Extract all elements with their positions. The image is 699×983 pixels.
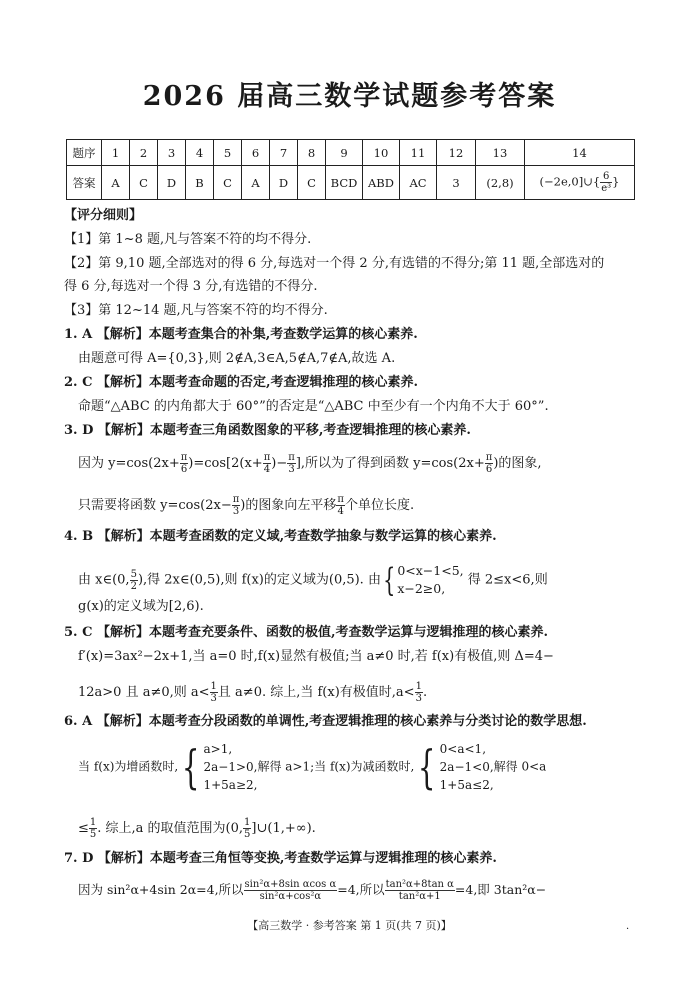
q6-head: 6. A 【解析】本题考查分段函数的单调性,考查逻辑推理的核心素养与分类讨论的数学思想. bbox=[64, 714, 587, 729]
number-cell: 10 bbox=[363, 140, 400, 166]
q6-body-2: ≤ $\frac{1}{5}$ . 综上,a 的取值范围为(0, $\frac{1}{5}$ ]∪(1,+∞). bbox=[78, 817, 316, 840]
table-row-numbers bbox=[67, 140, 635, 166]
page-title: 2026 届高三数学试题参考答案 bbox=[142, 81, 557, 112]
header-cell: 答案 bbox=[67, 166, 102, 200]
answer-cell: D bbox=[270, 166, 298, 200]
fraction: $\frac{\pi}{6}$ bbox=[180, 452, 188, 475]
answer-cell: A bbox=[242, 166, 270, 200]
q4-body-2: g(x)的定义域为[2,6). bbox=[78, 599, 204, 614]
q3-body-2: 只需要将函数 y=cos(2x− $\frac{\pi}{3}$ )的图象向左平移 $\frac{\pi}{4}$ 个单位长度. bbox=[78, 494, 415, 517]
rule-1: 【1】第 1~8 题,凡与答案不符的均不得分. bbox=[64, 232, 312, 247]
number-cell: 12 bbox=[437, 140, 476, 166]
fraction: $\frac{5}{2}$ bbox=[130, 568, 137, 592]
q2-body: 命题“△ABC 的内角都大于 60°”的否定是“△ABC 中至少有一个内角不大于 60°”. bbox=[78, 399, 549, 414]
answer-cell: C bbox=[298, 166, 326, 200]
q1-head: 1. A 【解析】本题考查集合的补集,考查数学运算的核心素养. bbox=[64, 327, 418, 342]
q5-head: 5. C 【解析】本题考查充要条件、函数的极值,考查数学运算与逻辑推理的核心素养. bbox=[64, 625, 549, 640]
fraction: $\frac{1}{3}$ bbox=[415, 681, 422, 704]
q4-body-1: 由 x∈(0, $\frac{5}{2}$ ),得 2x∈(0,5),则 f(x)的定义域为(0,5). 由{ 0<x−1<5, x−2≥0, 得 2≤x<6,则 bbox=[78, 561, 548, 599]
answer-cell: 3 bbox=[437, 166, 476, 200]
q6-body-1: 当 f(x)为增函数时,{ a>1, 2a−1>0, 1+5a≥2, 解得 a>1;当 f(x)为减函数时,{ 0<a<1, 2a−1<0, 1+5a≤2, 解得 0<a bbox=[78, 740, 547, 794]
number-cell: 7 bbox=[270, 140, 298, 166]
footer-mark: · bbox=[626, 924, 630, 935]
fraction: $\frac{\pi}{3}$ bbox=[288, 452, 295, 475]
fraction: $\frac{1}{3}$ bbox=[210, 681, 217, 704]
fraction: $\frac{6}{\text{e³}}$ bbox=[601, 171, 612, 194]
number-cell: 5 bbox=[214, 140, 242, 166]
scoring-header: 【评分细则】 bbox=[64, 208, 143, 223]
fraction: $\frac{1}{5}$ bbox=[244, 817, 251, 840]
answer-cell: (2,8) bbox=[476, 166, 525, 200]
number-cell: 8 bbox=[298, 140, 326, 166]
number-cell: 4 bbox=[186, 140, 214, 166]
number-cell: 13 bbox=[476, 140, 525, 166]
q3-head: 3. D 【解析】本题考查三角函数图象的平移,考查逻辑推理的核心素养. bbox=[64, 423, 471, 438]
fraction: $\frac{\pi}{4}$ bbox=[263, 452, 271, 475]
number-cell: 14 bbox=[525, 140, 635, 166]
answer-cell: BCD bbox=[326, 166, 363, 200]
q7-head: 7. D 【解析】本题考查三角恒等变换,考查数学运算与逻辑推理的核心素养. bbox=[64, 851, 497, 866]
rule-3: 【3】第 12~14 题,凡与答案不符的均不得分. bbox=[64, 303, 328, 318]
table-row-answers bbox=[67, 166, 635, 200]
number-cell: 11 bbox=[400, 140, 437, 166]
q3-body-1: 因为 y=cos(2x+ $\frac{\pi}{6}$ )=cos[2(x+ $\frac{\pi}{4}$ )− $\frac{\pi}{3}$ ],所以为了得到函数 y=cos(2x+ $\frac{\pi}{6}$ )的图象, bbox=[78, 452, 542, 475]
fraction: $\frac{\text{sin²α+8sin αcos α}}{\text{sin²α+cos²α}}$ bbox=[244, 879, 337, 902]
fraction: $\frac{\pi}{6}$ bbox=[485, 452, 493, 475]
rule-2b: 得 6 分,每选对一个得 3 分,有选错的不得分. bbox=[64, 279, 318, 294]
q2-head: 2. C 【解析】本题考查命题的否定,考查逻辑推理的核心素养. bbox=[64, 375, 419, 390]
answer-cell: B bbox=[186, 166, 214, 200]
q5-body-1: f′(x)=3ax²−2x+1,当 a=0 时,f(x)显然有极值;当 a≠0 时,若 f(x)有极值,则 Δ=4− bbox=[78, 649, 554, 664]
number-cell: 6 bbox=[242, 140, 270, 166]
number-cell: 3 bbox=[158, 140, 186, 166]
fraction: $\frac{\text{tan²α+8tan α}}{\text{tan²α+1}}$ bbox=[385, 879, 454, 902]
page-footer: 【高三数学 · 参考答案 第 1 页(共 7 页)】 bbox=[247, 919, 452, 932]
answer-cell: A bbox=[102, 166, 130, 200]
number-cell: 9 bbox=[326, 140, 363, 166]
answer-table bbox=[66, 139, 635, 200]
answer-cell: C bbox=[130, 166, 158, 200]
q5-body-2: 12a>0 且 a≠0,则 a< $\frac{1}{3}$ 且 a≠0. 综上,当 f(x)有极值时,a< $\frac{1}{3}$ . bbox=[78, 681, 428, 704]
q4-head: 4. B 【解析】本题考查函数的定义域,考查数学抽象与数学运算的核心素养. bbox=[64, 529, 497, 544]
header-cell: 题序 bbox=[67, 140, 102, 166]
number-cell: 1 bbox=[102, 140, 130, 166]
rule-2a: 【2】第 9,10 题,全部选对的得 6 分,每选对一个得 2 分,有选错的不得分;第 11 题,全部选对的 bbox=[64, 256, 605, 271]
inequality-system: 0<x−1<5, x−2≥0, bbox=[397, 563, 464, 596]
q7-body: 因为 sin²α+4sin 2α=4,所以 $\frac{\text{sin²α+8sin αcos α}}{\text{sin²α+cos²α}}$ =4,所以 $\frac{\text{tan²α+8tan α}}{\text{tan²α+1}}$ =4,即 3tan²α− bbox=[78, 879, 547, 902]
number-cell: 2 bbox=[130, 140, 158, 166]
answer-cell: ABD bbox=[363, 166, 400, 200]
answer-cell: D bbox=[158, 166, 186, 200]
fraction: $\frac{1}{5}$ bbox=[89, 817, 97, 840]
answer-cell-14: (−2e,0]∪{ $\frac{6}{\text{e³}}$ } bbox=[525, 166, 635, 200]
answer-cell: AC bbox=[400, 166, 437, 200]
fraction: $\frac{\pi}{3}$ bbox=[232, 494, 240, 517]
fraction: $\frac{\pi}{4}$ bbox=[337, 494, 344, 517]
answer-cell: C bbox=[214, 166, 242, 200]
q1-body: 由题意可得 A={0,3},则 2∉A,3∈A,5∉A,7∉A,故选 A. bbox=[78, 351, 396, 366]
